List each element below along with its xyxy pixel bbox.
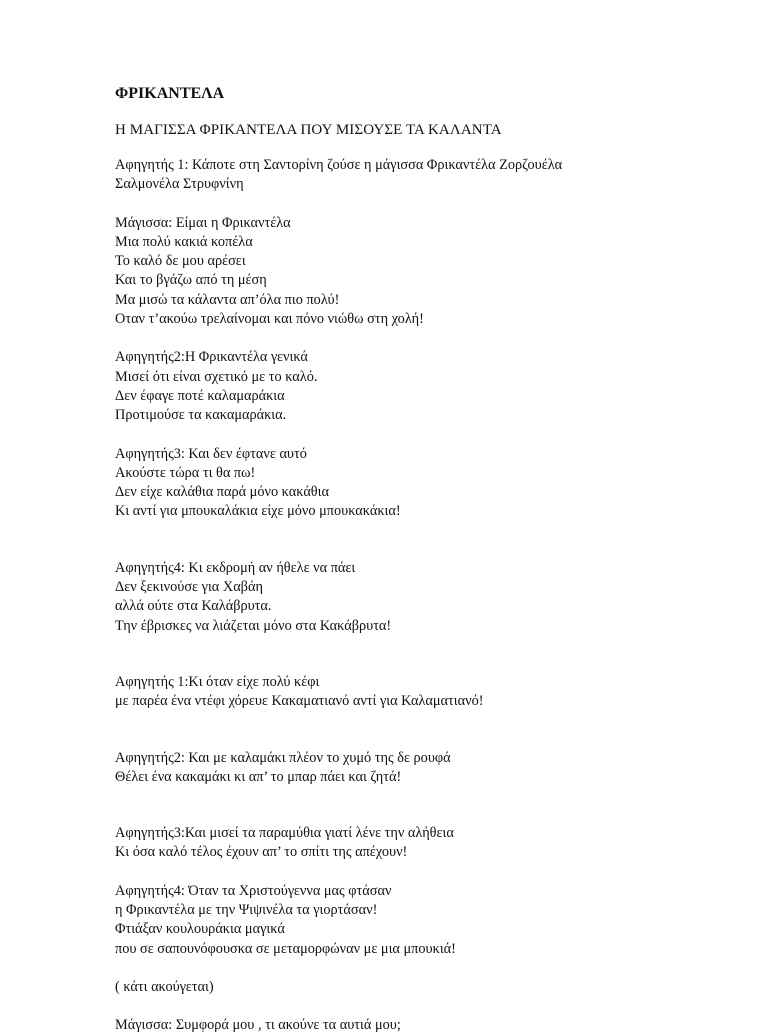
text-line: Προτιμούσε τα κακαμαράκια. bbox=[115, 407, 287, 424]
text-line: Οταν τ’ακούω τρελαίνομαι και πόνο νιώθω στη χολή! bbox=[115, 311, 424, 328]
text-line: Αφηγητής3: Και δεν έφτανε αυτό bbox=[115, 445, 307, 462]
text-line: Αφηγητής4: Όταν τα Χριστούγεννα μας φτάσαν bbox=[115, 882, 392, 899]
text-line: Δεν έφαγε ποτέ καλαμαράκια bbox=[115, 387, 285, 404]
text-line: Μάγισσα: Συμφορά μου , τι ακούνε τα αυτιά μου; bbox=[115, 1017, 401, 1034]
stanza-narrator2-b bbox=[115, 749, 745, 788]
stanza-narrator1-intro bbox=[115, 156, 745, 195]
stanza-gap bbox=[115, 426, 745, 445]
stanza-gap bbox=[115, 997, 745, 1016]
text-line: Αφηγητής2: Και με καλαμάκι πλέον το χυμό της δε ρουφά bbox=[115, 749, 451, 766]
text-line: με παρέα ένα ντέφι χόρευε Κακαματιανό αντί για Καλαματιανό! bbox=[115, 693, 484, 710]
document-title: ΦΡΙΚΑΝΤΕΛΑ bbox=[115, 85, 225, 102]
text-line: Ακούστε τώρα τι θα πω! bbox=[115, 464, 256, 481]
text-line: Μα μισώ τα κάλαντα απ’όλα πιο πολύ! bbox=[115, 291, 340, 308]
stanza-narrator3-a bbox=[115, 445, 745, 522]
stanza-gap bbox=[115, 712, 745, 749]
stanza-narrator4-b bbox=[115, 882, 745, 959]
text-line: Και το βγάζω από τη μέση bbox=[115, 272, 267, 289]
stanza-stage-direction bbox=[115, 978, 745, 997]
text-line: αλλά ούτε στα Καλάβρυτα. bbox=[115, 598, 272, 615]
text-line: Δεν είχε καλάθια παρά μόνο κακάθια bbox=[115, 484, 329, 501]
stanza-gap bbox=[115, 959, 745, 978]
text-line: Δεν ξεκινούσε για Χαβάη bbox=[115, 579, 263, 596]
document-subtitle: Η ΜΑΓΙΣΣΑ ΦΡΙΚΑΝΤΕΛΑ ΠΟΥ ΜΙΣΟΥΣΕ ΤΑ ΚΑΛΑΝΤΑ bbox=[115, 122, 502, 138]
text-line: Σαλμονέλα Στρυφνίνη bbox=[115, 176, 244, 193]
text-line: η Φρικαντέλα με την Ψιψινέλα τα γιορτάσαν! bbox=[115, 902, 378, 919]
text-line: ( κάτι ακούγεται) bbox=[115, 978, 214, 995]
text-line: Κι αντί για μπουκαλάκια είχε μόνο μπουκακάκια! bbox=[115, 503, 401, 520]
stanza-gap bbox=[115, 195, 745, 214]
text-line: Το καλό δε μου αρέσει bbox=[115, 253, 246, 270]
stanza-narrator1-b bbox=[115, 673, 745, 712]
text-line: Μισεί ότι είναι σχετικό με το καλό. bbox=[115, 368, 318, 385]
stanza-gap bbox=[115, 636, 745, 673]
text-line: Κι όσα καλό τέλος έχουν απ’ το σπίτι της απέχουν! bbox=[115, 844, 408, 861]
document-page bbox=[115, 84, 745, 1036]
stanza-witch-intro bbox=[115, 214, 745, 330]
text-line: Αφηγητής 1:Κι όταν είχε πολύ κέφι bbox=[115, 673, 320, 690]
stanza-gap bbox=[115, 863, 745, 882]
stanza-narrator4-a bbox=[115, 559, 745, 636]
text-line: Την έβρισκες να λιάζεται μόνο στα Κακάβρυτα! bbox=[115, 617, 392, 634]
stanza-narrator2-a bbox=[115, 348, 745, 425]
stanza-gap bbox=[115, 329, 745, 348]
text-line: Αφηγητής3:Και μισεί τα παραμύθια γιατί λένε την αλήθεια bbox=[115, 825, 454, 842]
stanza-gap bbox=[115, 787, 745, 824]
text-line: Αφηγητής4: Κι εκδρομή αν ήθελε να πάει bbox=[115, 559, 356, 576]
text-line: Αφηγητής2:Η Φρικαντέλα γενικά bbox=[115, 349, 308, 366]
stanza-witch-final bbox=[115, 1016, 745, 1035]
stanza-narrator3-b bbox=[115, 824, 745, 863]
stanza-gap bbox=[115, 522, 745, 559]
text-line: Αφηγητής 1: Κάποτε στη Σαντορίνη ζούσε η μάγισσα Φρικαντέλα Ζορζουέλα bbox=[115, 157, 563, 173]
text-line: Θέλει ένα κακαμάκι κι απ’ το μπαρ πάει και ζητά! bbox=[115, 768, 402, 785]
text-line: Μια πολύ κακιά κοπέλα bbox=[115, 233, 253, 250]
text-line: που σε σαπουνόφουσκα σε μεταμορφώναν με μια μπουκιά! bbox=[115, 940, 456, 957]
text-line: Μάγισσα: Είμαι η Φρικαντέλα bbox=[115, 214, 291, 231]
text-line: Φτιάξαν κουλουράκια μαγικά bbox=[115, 921, 285, 938]
